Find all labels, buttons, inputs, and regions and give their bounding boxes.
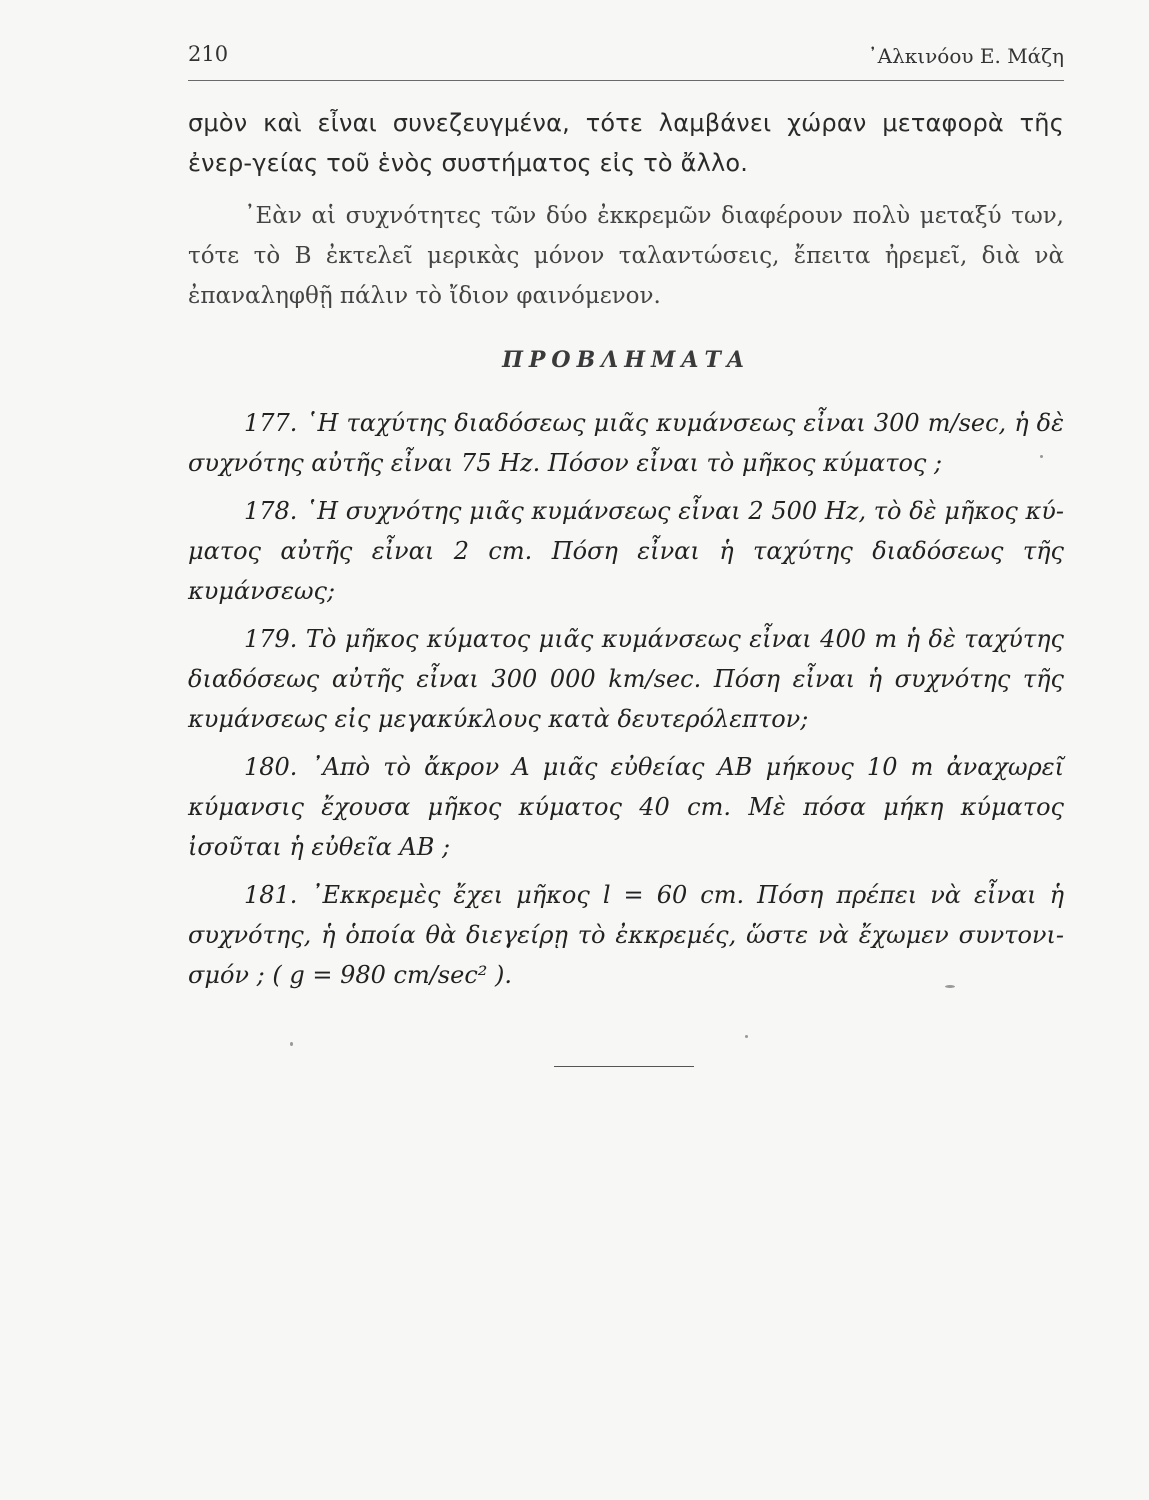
page-number: 210: [188, 42, 229, 66]
problem-text: ῾Η ταχύτης διαδόσεως μιᾶς κυμάνσεως εἶναι 300 m/sec, ἡ δὲ συχνότης αὐτῆς εἶναι 75 Hz. Πόσον εἶναι τὸ μῆκος κύματος ;: [188, 409, 1064, 477]
problem-number: 179.: [244, 625, 298, 653]
problem-item-181: [188, 875, 1064, 995]
problem-number: 178.: [244, 497, 298, 525]
problem-number: 177.: [244, 409, 298, 437]
problem-number: 181.: [244, 881, 298, 909]
end-of-chapter-rule: [554, 1066, 694, 1067]
problems-list: [188, 403, 1064, 1003]
section-title-problems: ΠΡΟΒΛΗΜΑΤΑ: [502, 347, 750, 373]
running-head-author: ᾽Αλκινόου Ε. Μάζη: [867, 44, 1064, 68]
paragraph-pendulum-frequencies: ᾽Εὰν αἱ συχνότητες τῶν δύο ἐκκρεμῶν διαφέρουν πολὺ μεταξύ των, τότε τὸ Β ἐκτελεῖ μερικὰς μόνον ταλαντώσεις, ἔπειτα ἠρεμεῖ, διὰ νὰ ἐπαναληφθῇ πάλιν τὸ ἴδιον φαινόμενον.: [188, 203, 1064, 309]
problem-item-177: [188, 403, 1064, 483]
paper-speck: [1040, 455, 1043, 458]
paper-speck: [945, 985, 955, 988]
problem-text: ᾽Εκκρεμὲς ἔχει μῆκος l = 60 cm. Πόση πρέπει νὰ εἶναι ἡ συχνότης, ἡ ὁποία θὰ διεγείρῃ τὸ ἐκκρεμές, ὥστε νὰ ἔχωμεν συντονι-σμόν ; ( g = 980 cm/sec² ).: [188, 881, 1064, 989]
problem-item-180: [188, 747, 1064, 867]
problem-text: ῾Η συχνότης μιᾶς κυμάνσεως εἶναι 2 500 Hz, τὸ δὲ μῆκος κύ-ματος αὐτῆς εἶναι 2 cm. Πόση εἶναι ἡ ταχύτης διαδόσεως τῆς κυμάνσεως;: [188, 497, 1064, 605]
problem-text: ᾽Απὸ τὸ ἄκρον Α μιᾶς εὐθείας ΑΒ μήκους 10 m ἀναχωρεῖ κύμανσις ἔχουσα μῆκος κύματος 40 cm. Μὲ πόσα μήκη κύματος ἰσοῦται ἡ εὐθεῖα ΑΒ ;: [188, 753, 1064, 861]
problem-text: Τὸ μῆκος κύματος μιᾶς κυμάνσεως εἶναι 400 m ἡ δὲ ταχύτης διαδόσεως αὐτῆς εἶναι 300 000 km/sec. Πόση εἶναι ἡ συχνότης τῆς κυμάνσεως εἰς μεγακύκλους κατὰ δευτερόλεπτον;: [188, 625, 1064, 733]
running-head: [188, 40, 1064, 81]
paper-speck: [745, 1035, 748, 1038]
problem-number: 180.: [244, 753, 298, 781]
problem-item-179: [188, 619, 1064, 739]
paragraph-continuation: σμὸν καὶ εἶναι συνεζευγμένα, τότε λαμβάνει χώραν μεταφορὰ τῆς ἐνερ-γείας τοῦ ἑνὸς συστήματος εἰς τὸ ἄλλο.: [188, 109, 1064, 177]
problem-item-178: [188, 491, 1064, 611]
paper-speck: [290, 1042, 293, 1046]
